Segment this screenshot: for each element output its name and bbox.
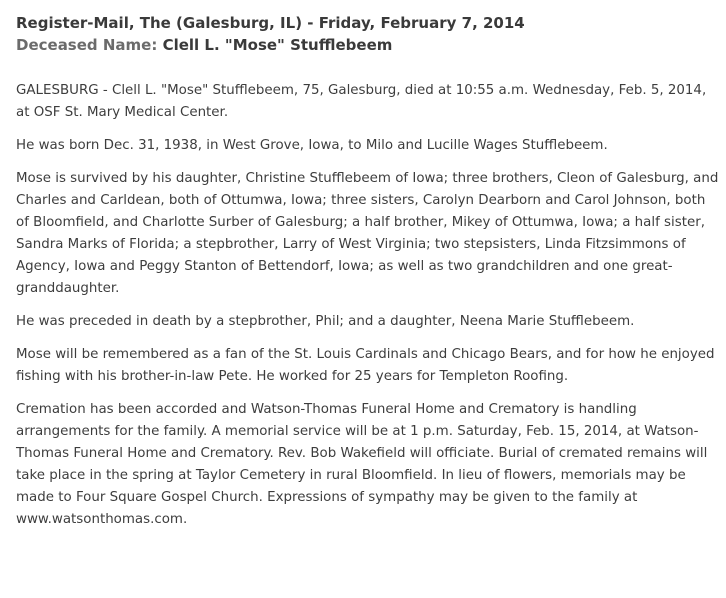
deceased-name: Clell L. "Mose" Stufflebeem bbox=[162, 36, 393, 54]
paragraph-death-notice: GALESBURG - Clell L. "Mose" Stufflebeem, 75, Galesburg, died at 10:55 a.m. Wednesday, Feb. 5, 2014, at OSF St. Mary Medical Center. bbox=[16, 83, 707, 120]
deceased-label: Deceased Name: bbox=[16, 36, 158, 54]
paragraph-services: Cremation has been accorded and Watson-Thomas Funeral Home and Crematory is handling arrangements for the family. A memorial service will be at 1 p.m. Saturday, Feb. 15, 2014, at Watson-Thomas Funeral Home and Crematory. Rev. Bob Wakefield will officiate. Burial of cremated remains will take place in the spring at Taylor Cemetery in rural Bloomfield. In lieu of flowers, memorials may be made to Four Square Gospel Church. Expressions of sympathy may be given to the family at www.watsonthomas.com. bbox=[16, 402, 708, 527]
deceased-heading bbox=[16, 34, 720, 56]
paragraph-survivors: Mose is survived by his daughter, Christine Stufflebeem of Iowa; three brothers, Cleon of Galesburg, and Charles and Carldean, both of Ottumwa, Iowa; three sisters, Carolyn Dearborn and Carol Johnson, both of Bloomfield, and Charlotte Surber of Galesburg; a half brother, Mikey of Ottumwa, Iowa; a half sister, Sandra Marks of Florida; a stepbrother, Larry of West Virginia; two stepsisters, Linda Fitzsimmons of Agency, Iowa and Peggy Stanton of Bettendorf, Iowa; as well as two grandchildren and one great-granddaughter. bbox=[16, 171, 719, 296]
paragraph-preceded: He was preceded in death by a stepbrother, Phil; and a daughter, Neena Marie Stufflebeem. bbox=[16, 314, 635, 329]
paragraph-birth: He was born Dec. 31, 1938, in West Grove, Iowa, to Milo and Lucille Wages Stufflebeem. bbox=[16, 138, 608, 153]
obituary-body bbox=[16, 80, 720, 531]
publication-heading: Register-Mail, The (Galesburg, IL) - Friday, February 7, 2014 bbox=[16, 14, 525, 32]
obituary-page bbox=[16, 12, 720, 542]
paragraph-remembered: Mose will be remembered as a fan of the St. Louis Cardinals and Chicago Bears, and for how he enjoyed fishing with his brother-in-law Pete. He worked for 25 years for Templeton Roofing. bbox=[16, 347, 715, 384]
